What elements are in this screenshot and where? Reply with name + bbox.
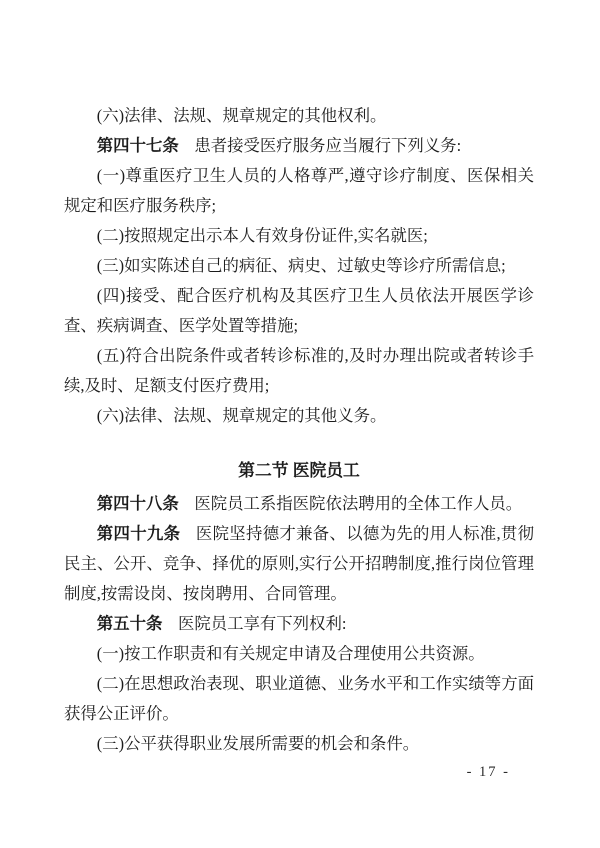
paragraph: (三)公平获得职业发展所需要的机会和条件。 xyxy=(96,734,420,753)
article-number: 第四十九条 xyxy=(96,524,181,543)
paragraph: (六)法律、法规、规章规定的其他义务。 xyxy=(96,406,387,425)
paragraph: (一)按工作职责和有关规定申请及合理使用公共资源。 xyxy=(96,644,485,663)
page-number: - 17 - xyxy=(466,764,510,780)
article-number: 第五十条 xyxy=(96,614,163,633)
article-number: 第四十七条 xyxy=(96,136,179,155)
section-heading: 第二节 医院员工 xyxy=(238,461,360,480)
paragraph: (一)尊重医疗卫生人员的人格尊严,遵守诊疗制度、医保相关规定和医疗服务秩序; xyxy=(64,166,534,215)
paragraph: (五)符合出院条件或者转诊标准的,及时办理出院或者转诊手续,及时、足额支付医疗费用; xyxy=(64,346,534,395)
paragraph: 第四十九条 医院坚持德才兼备、以德为先的用人标准,贯彻民主、公开、竞争、择优的原则,实行公开招聘制度,推行岗位管理制度,按需设岗、按岗聘用、合同管理。 xyxy=(64,524,534,603)
paragraph: (三)如实陈述自己的病征、病史、过敏史等诊疗所需信息; xyxy=(96,256,506,275)
paragraph: 第四十八条 医院员工系指医院依法聘用的全体工作人员。 xyxy=(96,494,523,513)
paragraph: (四)接受、配合医疗机构及其医疗卫生人员依法开展医学诊查、疾病调查、医学处置等措施; xyxy=(64,286,534,335)
document-body xyxy=(64,101,534,759)
paragraph: (六)法律、法规、规章规定的其他权利。 xyxy=(96,106,387,125)
paragraph: (二)按照规定出示本人有效身份证件,实名就医; xyxy=(96,226,428,245)
article-number: 第四十八条 xyxy=(96,494,179,513)
paragraph: 第四十七条 患者接受医疗服务应当履行下列义务: xyxy=(96,136,462,155)
paragraph: 第五十条 医院员工享有下列权利: xyxy=(96,614,347,633)
paragraph: (二)在思想政治表现、职业道德、业务水平和工作实绩等方面获得公正评价。 xyxy=(64,674,534,723)
